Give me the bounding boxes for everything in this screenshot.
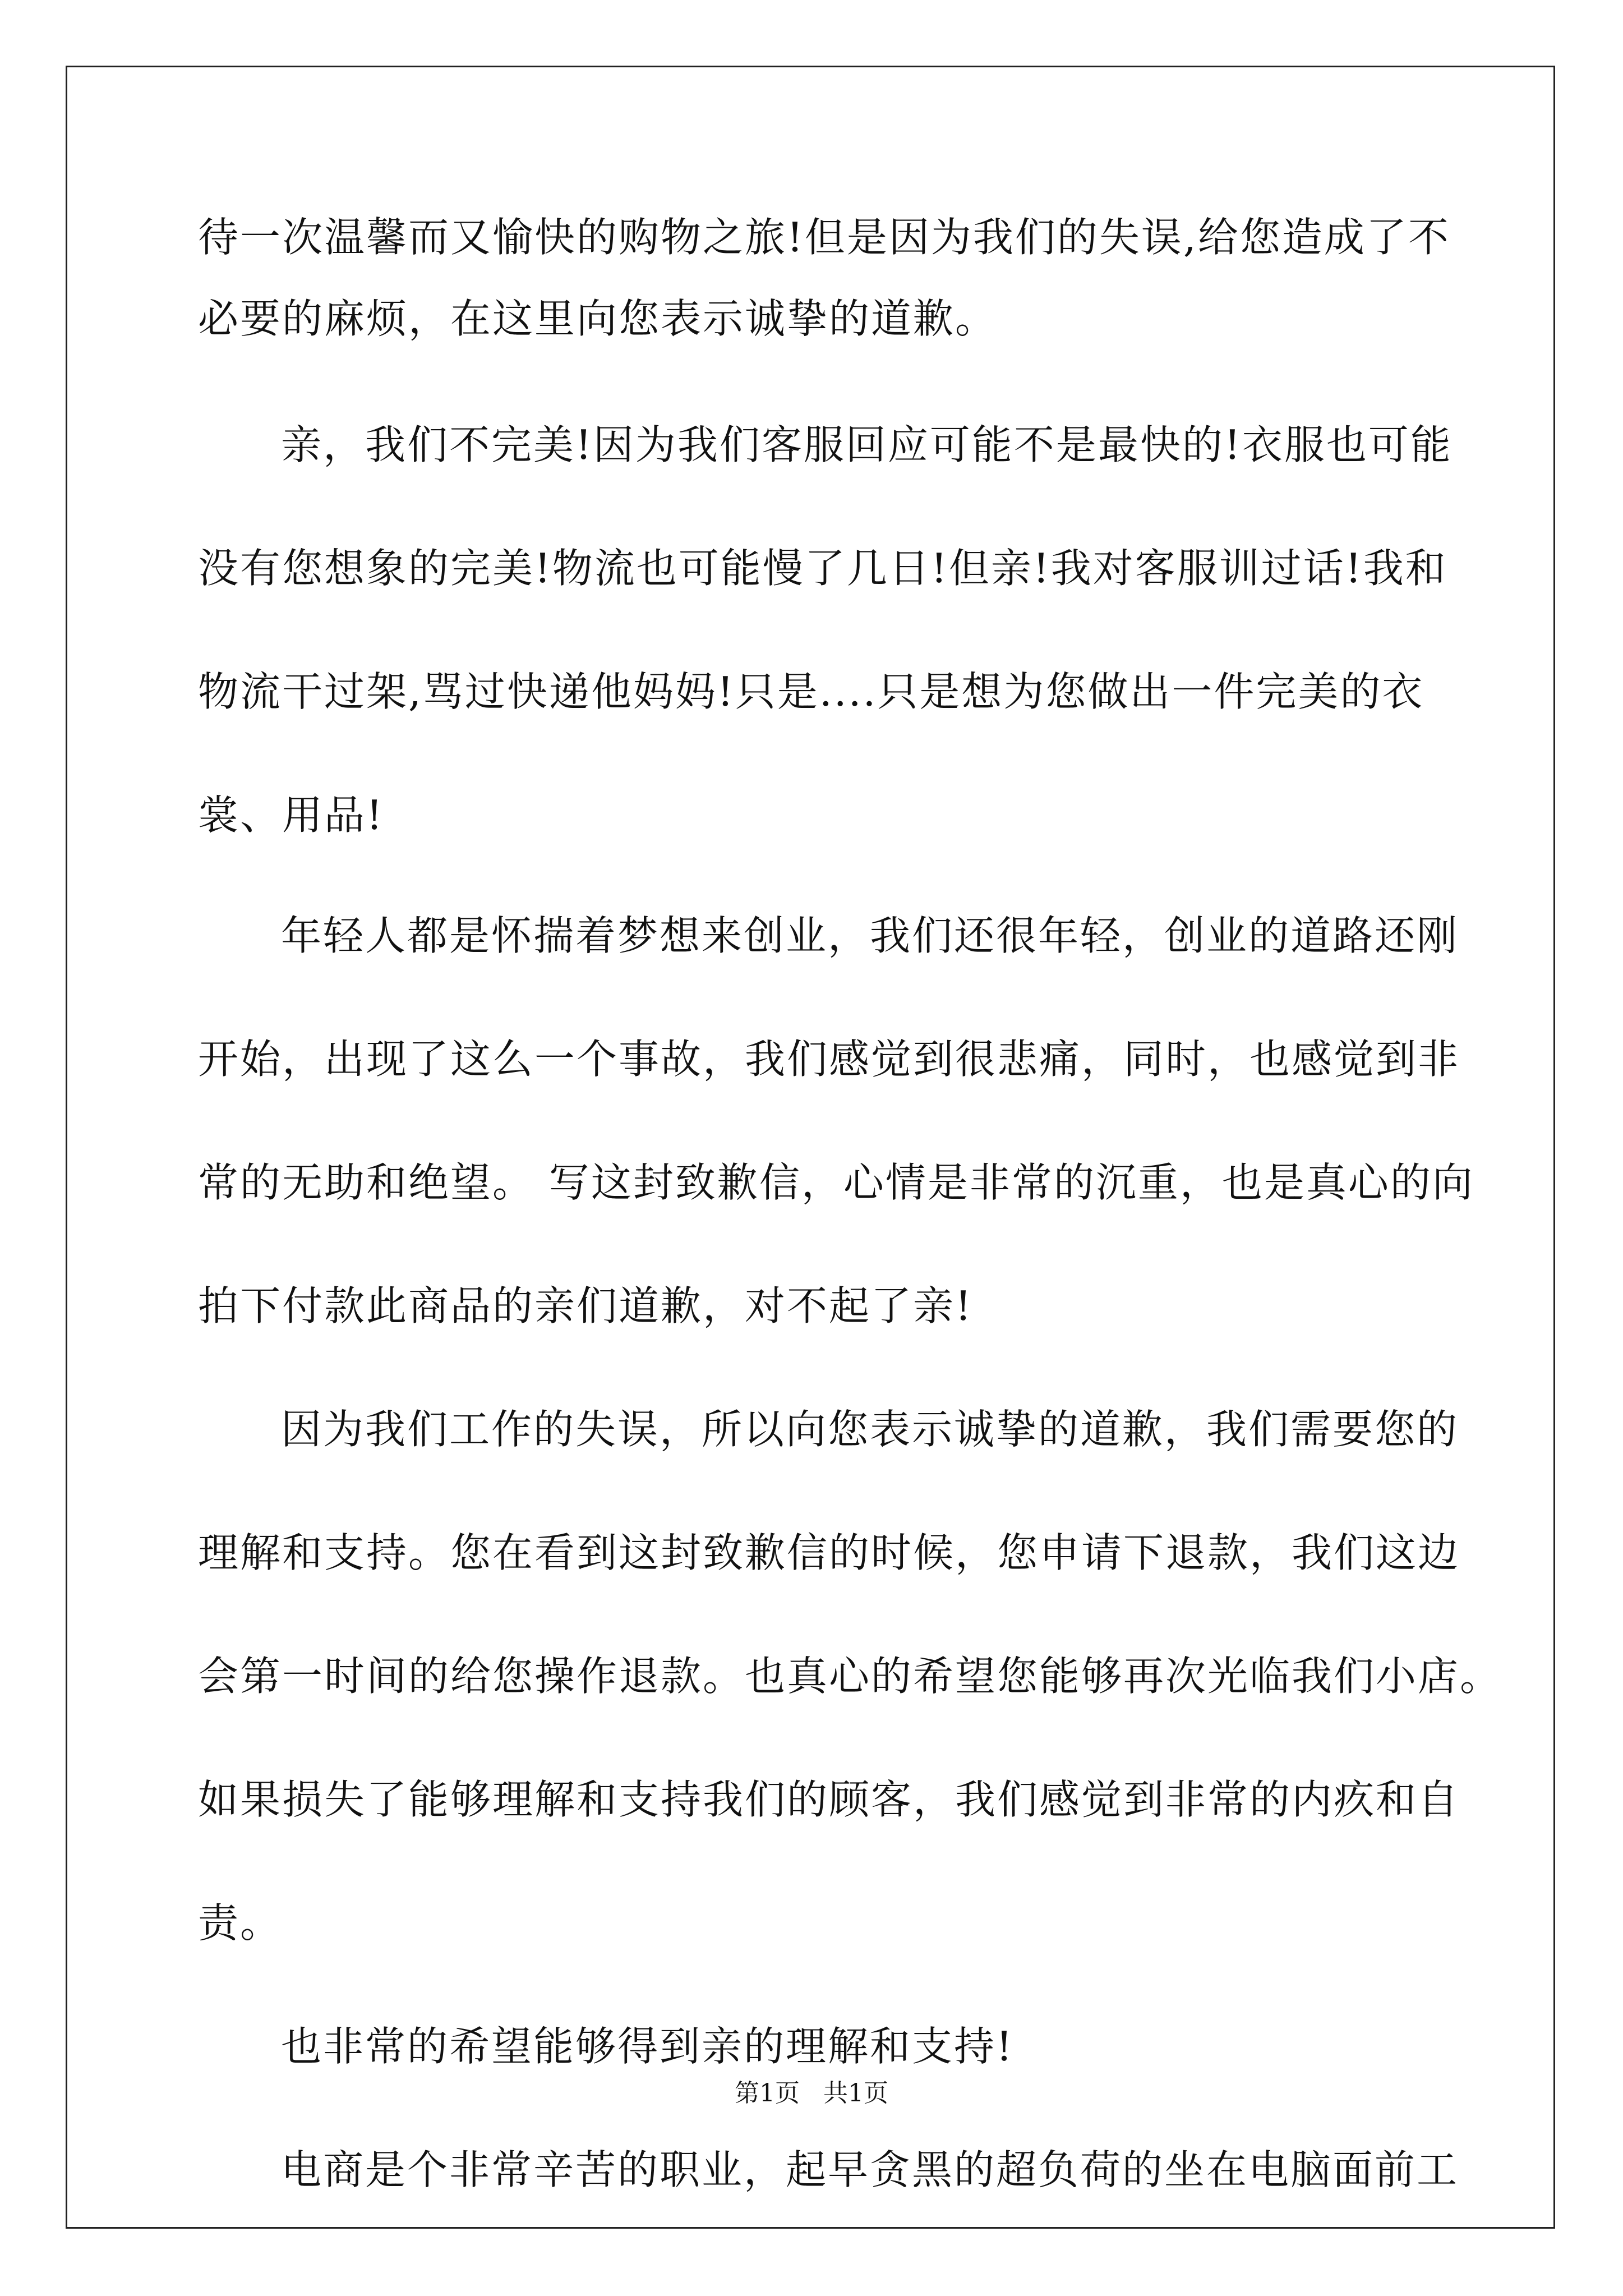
text-line: 理解和支持。您在看到这封致歉信的时候，您申请下退款，我们这边 <box>198 1529 1460 1576</box>
paragraph-start-line: 亲，我们不完美!因为我们客服回应可能不是最快的!衣服也可能 <box>281 421 1453 468</box>
text-line: 责。 <box>198 1899 283 1947</box>
text-line: 开始，出现了这么一个事故，我们感觉到很悲痛，同时，也感觉到非 <box>198 1036 1460 1083</box>
text-line: 会第一时间的给您操作退款。也真心的希望您能够再次光临我们小店。 <box>198 1653 1502 1700</box>
text-line: 拍下付款此商品的亲们道歉，对不起了亲! <box>198 1282 973 1329</box>
text-line: 如果损失了能够理解和支持我们的顾客，我们感觉到非常的内疚和自 <box>198 1776 1460 1823</box>
paragraph-start-line: 电商是个非常辛苦的职业，起早贪黑的超负荷的坐在电脑面前工 <box>281 2146 1459 2193</box>
text-line: 物流干过架,骂过快递他妈妈!只是....只是想为您做出一件完美的衣 <box>198 668 1424 715</box>
page-total: 共1页 <box>823 2079 888 2108</box>
text-line: 裳、用品! <box>198 792 384 839</box>
page-border <box>66 66 1555 2229</box>
paragraph-start-line: 年轻人都是怀揣着梦想来创业，我们还很年轻，创业的道路还刚 <box>281 912 1459 959</box>
paragraph-start-line: 因为我们工作的失误，所以向您表示诚挚的道歉，我们需要您的 <box>281 1406 1459 1453</box>
page-number: 第1页 <box>735 2079 800 2108</box>
text-line: 常的无助和绝望。 写这封致歉信，心情是非常的沉重，也是真心的向 <box>198 1159 1474 1206</box>
text-line: 必要的麻烦，在这里向您表示诚挚的道歉。 <box>198 295 998 342</box>
page-footer <box>0 2077 1623 2110</box>
text-line: 待一次温馨而又愉快的购物之旅!但是因为我们的失误,给您造成了不 <box>198 214 1450 261</box>
paragraph-start-line: 也非常的希望能够得到亲的理解和支持! <box>281 2023 1014 2070</box>
text-line: 没有您想象的完美!物流也可能慢了几日!但亲!我对客服训过话!我和 <box>198 545 1447 592</box>
